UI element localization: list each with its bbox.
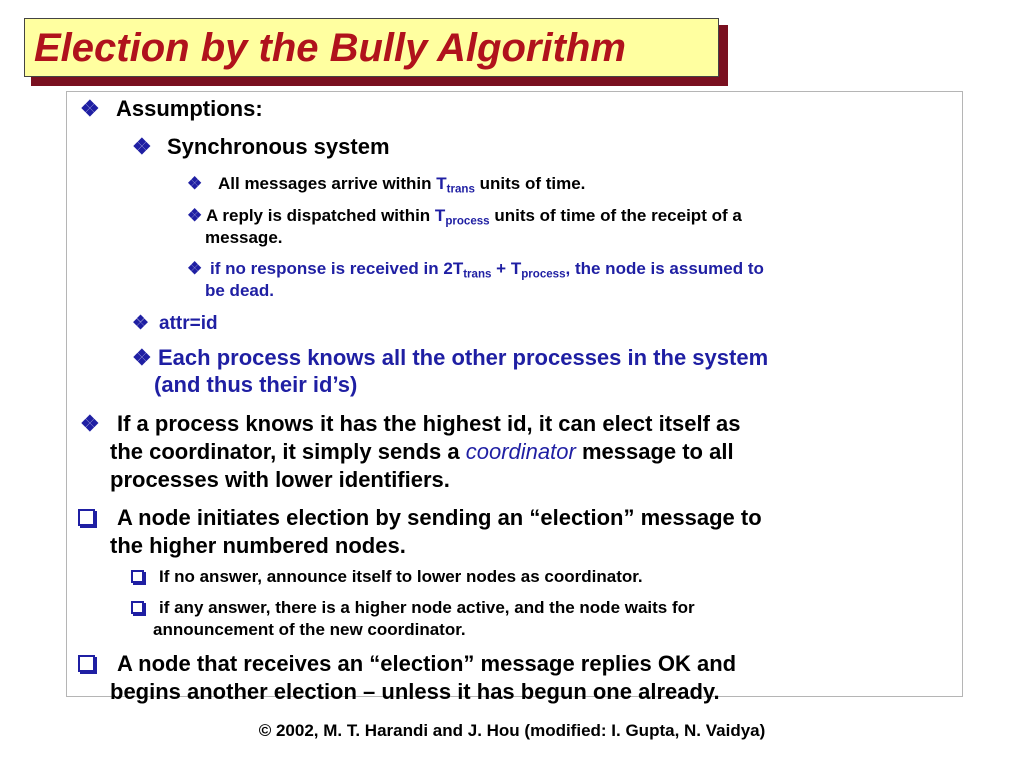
assumptions-text: Assumptions: bbox=[116, 96, 263, 121]
no-response-line2: be dead. bbox=[205, 281, 274, 300]
bullet-initiates bbox=[78, 504, 762, 560]
receives-line2: begins another election – unless it has begun one already. bbox=[110, 679, 720, 704]
diamond-bullet-icon: ❖ bbox=[187, 174, 203, 193]
square-bullet-icon bbox=[78, 509, 95, 526]
bullet-no-answer bbox=[131, 566, 643, 588]
t-process: $T_{process}$ bbox=[434, 206, 490, 228]
diamond-bullet-icon: ❖ bbox=[187, 259, 203, 278]
reply-text-line1: A reply is dispatched within $T_{process}$ units of time of the receipt of a bbox=[206, 206, 742, 228]
attr-text: attr=id bbox=[159, 313, 218, 334]
reply-text-line2: message. bbox=[205, 228, 283, 247]
initiates-line1: A node initiates election by sending an “election” message to bbox=[117, 505, 762, 530]
highest-line2: the coordinator, it simply sends a coordinator message to all bbox=[110, 439, 734, 464]
content-box bbox=[66, 91, 963, 704]
diamond-bullet-icon: ❖ bbox=[187, 206, 203, 225]
bullet-receives bbox=[78, 650, 736, 706]
any-answer-line1: if any answer, there is a higher node active, and the node waits for bbox=[159, 598, 695, 617]
diamond-bullet-icon: ❖ bbox=[80, 96, 100, 121]
highest-line3: processes with lower identifiers. bbox=[110, 467, 450, 492]
coordinator-term: coordinator bbox=[465, 439, 576, 464]
no-response-line1: if no response is received in $2T_{trans} + T_{process}$, the node is assumed to bbox=[210, 259, 764, 281]
diamond-bullet-icon: ❖ bbox=[132, 134, 152, 159]
synchronous-text: Synchronous system bbox=[167, 134, 390, 159]
bullet-reply bbox=[187, 205, 742, 249]
square-bullet-icon bbox=[131, 570, 144, 583]
square-bullet-icon bbox=[131, 601, 144, 614]
bullet-each-process bbox=[132, 344, 768, 398]
bullet-attr bbox=[132, 312, 218, 336]
slide-footer: © 2002, M. T. Harandi and J. Hou (modified: I. Gupta, N. Vaidya) bbox=[258, 721, 766, 740]
each-process-line1: Each process knows all the other processes in the system bbox=[158, 345, 769, 370]
bullet-highest-id bbox=[80, 410, 741, 494]
receives-line1: A node that receives an “election” message replies OK and bbox=[117, 651, 737, 676]
messages-text: All messages arrive within $T_{trans}$ units of time. bbox=[218, 174, 586, 196]
diamond-bullet-icon: ❖ bbox=[132, 345, 152, 370]
initiates-line2: the higher numbered nodes. bbox=[110, 533, 406, 558]
bullet-synchronous bbox=[132, 133, 390, 161]
square-bullet-icon bbox=[78, 655, 95, 672]
bullet-assumptions bbox=[80, 95, 263, 123]
bullet-any-answer bbox=[131, 597, 695, 641]
highest-line1: If a process knows it has the highest id, it can elect itself as bbox=[117, 411, 741, 436]
diamond-bullet-icon: ❖ bbox=[80, 411, 100, 436]
diamond-bullet-icon: ❖ bbox=[132, 313, 150, 334]
title-box bbox=[24, 18, 719, 77]
no-answer-text: If no answer, announce itself to lower nodes as coordinator. bbox=[159, 567, 643, 586]
any-answer-line2: announcement of the new coordinator. bbox=[153, 620, 466, 639]
bullet-messages bbox=[187, 172, 585, 196]
bullet-no-response bbox=[187, 258, 764, 302]
each-process-line2: (and thus their id’s) bbox=[154, 372, 358, 397]
slide-title: Election by the Bully Algorithm bbox=[34, 26, 626, 70]
t-trans: $T_{trans}$ bbox=[436, 174, 475, 196]
